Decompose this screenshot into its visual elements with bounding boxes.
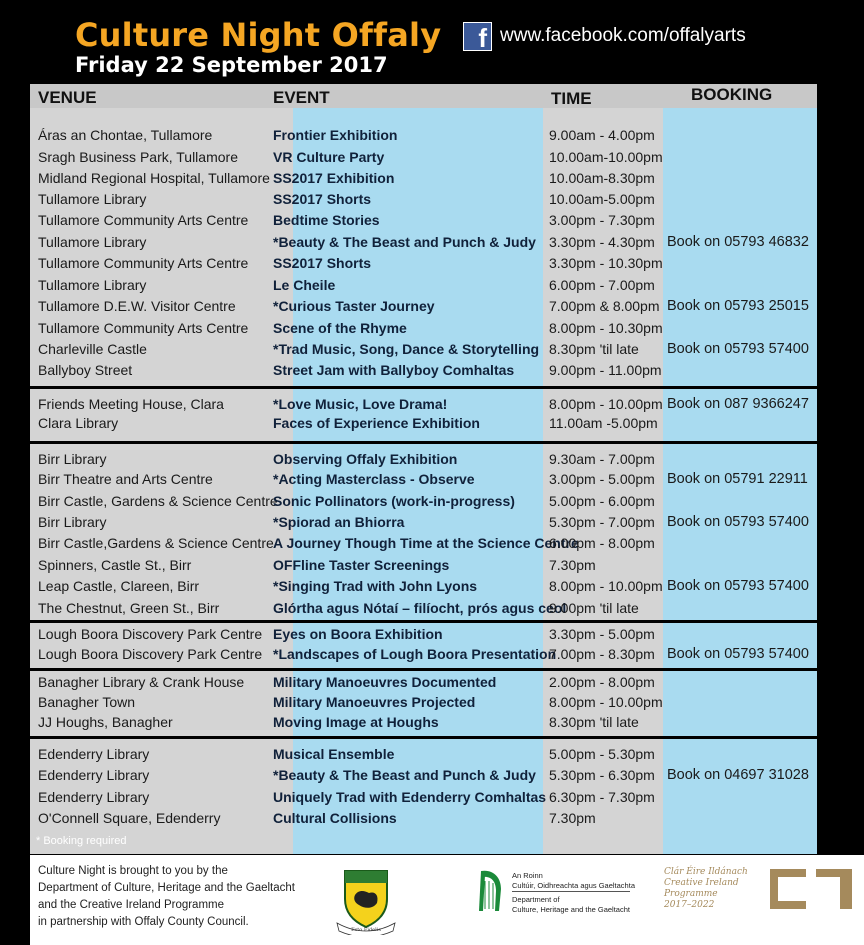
event-cell: Scene of the Rhyme bbox=[273, 320, 407, 336]
time-cell: 7.30pm bbox=[549, 810, 596, 826]
venue-cell: Tullamore Library bbox=[38, 277, 147, 293]
venue-cell: Ballyboy Street bbox=[38, 362, 133, 378]
venue-cell: Banagher Library & Crank House bbox=[38, 674, 245, 690]
time-cell: 6.00pm - 8.00pm bbox=[549, 535, 655, 551]
venue-cell: Spinners, Castle St., Birr bbox=[38, 557, 192, 573]
time-cell: 5.30pm - 6.30pm bbox=[549, 767, 655, 783]
booking-note: * Booking required bbox=[36, 835, 127, 847]
booking-cell: Book on 05793 57400 bbox=[667, 341, 809, 357]
page-title: Culture Night Offaly bbox=[75, 16, 442, 54]
venue-cell: Áras an Chontae, Tullamore bbox=[38, 127, 213, 143]
time-cell: 7.00pm & 8.00pm bbox=[549, 298, 660, 314]
venue-cell: JJ Houghs, Banagher bbox=[38, 714, 173, 730]
time-cell: 10.00am-5.00pm bbox=[549, 191, 655, 207]
event-cell: *Acting Masterclass - Observe bbox=[273, 471, 475, 487]
event-cell: OFFline Taster Screenings bbox=[273, 557, 450, 573]
footer-line: Department of Culture, Heritage and the Gaeltacht bbox=[38, 882, 295, 894]
venue-cell: Tullamore D.E.W. Visitor Centre bbox=[38, 298, 236, 314]
creative-ireland-text bbox=[664, 867, 748, 911]
venue-cell: Birr Castle,Gardens & Science Centre bbox=[38, 535, 274, 551]
section-divider bbox=[30, 441, 817, 444]
venue-cell: The Chestnut, Green St., Birr bbox=[38, 600, 220, 616]
time-cell: 7.00pm - 8.30pm bbox=[549, 646, 655, 662]
event-cell: Glórtha agus Nótaí – filíocht, prós agus ceol bbox=[273, 600, 567, 616]
time-cell: 8.00pm - 10.30pm bbox=[549, 320, 663, 336]
gov-line: Cultúir, Oidhreachta agus Gaeltachta bbox=[512, 881, 635, 890]
event-cell: *Spiorad an Bhiorra bbox=[273, 514, 405, 530]
venue-cell: Lough Boora Discovery Park Centre bbox=[38, 646, 263, 662]
venue-cell: Clara Library bbox=[38, 415, 119, 431]
booking-cell: Book on 05793 57400 bbox=[667, 578, 809, 594]
time-cell: 6.00pm - 7.00pm bbox=[549, 277, 655, 293]
department-name bbox=[512, 871, 635, 915]
venue-cell: Tullamore Community Arts Centre bbox=[38, 212, 249, 228]
time-cell: 8.00pm - 10.00pm bbox=[549, 396, 663, 412]
time-cell: 3.30pm - 10.30pm bbox=[549, 255, 663, 271]
venue-cell: Birr Library bbox=[38, 514, 107, 530]
event-cell: A Journey Though Time at the Science Centre bbox=[273, 535, 579, 551]
ci-line: Clár Éire Ildánach bbox=[664, 867, 748, 877]
gov-line: An Roinn bbox=[512, 871, 543, 880]
gov-line: Department of bbox=[512, 895, 560, 904]
time-cell: 6.30pm - 7.30pm bbox=[549, 789, 655, 805]
booking-cell: Book on 05793 46832 bbox=[667, 234, 809, 250]
venue-cell: Lough Boora Discovery Park Centre bbox=[38, 626, 263, 642]
venue-cell: Friends Meeting House, Clara bbox=[38, 396, 224, 412]
footer bbox=[30, 855, 864, 945]
event-cell: Frontier Exhibition bbox=[273, 127, 398, 143]
time-cell: 8.30pm 'til late bbox=[549, 341, 639, 357]
venue-cell: Birr Castle, Gardens & Science Centre bbox=[38, 493, 278, 509]
event-cell: SS2017 Exhibition bbox=[273, 170, 395, 186]
booking-cell: Book on 05793 25015 bbox=[667, 298, 809, 314]
booking-cell: Book on 05793 57400 bbox=[667, 646, 809, 662]
footer-line: and the Creative Ireland Programme bbox=[38, 899, 225, 911]
event-cell: *Beauty & The Beast and Punch & Judy bbox=[273, 767, 536, 783]
section-divider bbox=[30, 736, 817, 739]
venue-cell: Tullamore Community Arts Centre bbox=[38, 320, 249, 336]
gov-divider bbox=[512, 891, 630, 892]
time-cell: 8.00pm - 10.00pm bbox=[549, 578, 663, 594]
event-cell: *Landscapes of Lough Boora Presentation bbox=[273, 646, 557, 662]
event-date: Friday 22 September 2017 bbox=[75, 53, 388, 77]
ci-line: 2017–2022 bbox=[664, 900, 715, 910]
event-cell: *Curious Taster Journey bbox=[273, 298, 435, 314]
time-cell: 9.00am - 4.00pm bbox=[549, 127, 655, 143]
section-divider bbox=[30, 668, 817, 671]
gov-line: Culture, Heritage and the Gaeltacht bbox=[512, 905, 630, 914]
footer-line: in partnership with Offaly County Council. bbox=[38, 916, 249, 928]
event-cell: Military Manoeuvres Projected bbox=[273, 694, 476, 710]
section-divider bbox=[30, 620, 817, 623]
event-cell: Sonic Pollinators (work-in-progress) bbox=[273, 493, 515, 509]
venue-cell: Leap Castle, Clareen, Birr bbox=[38, 578, 200, 594]
facebook-icon[interactable]: f bbox=[463, 22, 492, 51]
event-cell: Faces of Experience Exhibition bbox=[273, 415, 480, 431]
time-cell: 5.00pm - 6.00pm bbox=[549, 493, 655, 509]
booking-cell: Book on 04697 31028 bbox=[667, 767, 809, 783]
event-cell: SS2017 Shorts bbox=[273, 255, 372, 271]
time-cell: 7.30pm bbox=[549, 557, 596, 573]
event-cell: *Love Music, Love Drama! bbox=[273, 396, 448, 412]
venue-cell: O'Connell Square, Edenderry bbox=[38, 810, 221, 826]
event-cell: Military Manoeuvres Documented bbox=[273, 674, 497, 690]
time-cell: 9.00pm - 11.00pm bbox=[549, 362, 662, 378]
venue-cell: Tullamore Community Arts Centre bbox=[38, 255, 249, 271]
event-cell: Cultural Collisions bbox=[273, 810, 397, 826]
time-cell: 10.00am-8.30pm bbox=[549, 170, 655, 186]
venue-cell: Edenderry Library bbox=[38, 789, 150, 805]
event-cell: Uniquely Trad with Edenderry Comhaltas bbox=[273, 789, 547, 805]
time-cell: 8.30pm 'til late bbox=[549, 714, 639, 730]
venue-cell: Tullamore Library bbox=[38, 234, 147, 250]
event-cell: *Trad Music, Song, Dance & Storytelling bbox=[273, 341, 540, 357]
event-cell: Bedtime Stories bbox=[273, 212, 380, 228]
venue-cell: Sragh Business Park, Tullamore bbox=[38, 149, 238, 165]
time-cell: 3.00pm - 7.30pm bbox=[549, 212, 655, 228]
venue-cell: Edenderry Library bbox=[38, 746, 150, 762]
creative-ireland-logo bbox=[768, 867, 854, 911]
footer-line: Culture Night is brought to you by the bbox=[38, 865, 228, 877]
time-cell: 5.00pm - 5.30pm bbox=[549, 746, 655, 762]
time-cell: 11.00am -5.00pm bbox=[549, 415, 658, 431]
time-cell: 9.30am - 7.00pm bbox=[549, 451, 655, 467]
facebook-url[interactable]: www.facebook.com/offalyarts bbox=[500, 25, 746, 46]
event-cell: Eyes on Boora Exhibition bbox=[273, 626, 443, 642]
booking-column-header: BOOKING bbox=[691, 85, 773, 104]
venue-cell: Midland Regional Hospital, Tullamore bbox=[38, 170, 270, 186]
event-cell: VR Culture Party bbox=[273, 149, 385, 165]
ci-line: Programme bbox=[664, 889, 718, 899]
section-divider bbox=[30, 386, 817, 389]
event-cell: Street Jam with Ballyboy Comhaltas bbox=[273, 362, 515, 378]
time-cell: 5.30pm - 7.00pm bbox=[549, 514, 655, 530]
time-column-header: TIME bbox=[551, 89, 592, 108]
venue-cell: Tullamore Library bbox=[38, 191, 147, 207]
venue-column-header: VENUE bbox=[38, 88, 97, 107]
event-cell: Le Cheile bbox=[273, 277, 336, 293]
booking-cell: Book on 05791 22911 bbox=[667, 471, 808, 487]
event-cell: SS2017 Shorts bbox=[273, 191, 372, 207]
booking-cell: Book on 05793 57400 bbox=[667, 514, 809, 530]
schedule-table bbox=[30, 84, 817, 854]
booking-cell: Book on 087 9366247 bbox=[667, 396, 809, 412]
harp-icon bbox=[475, 867, 505, 915]
time-cell: 8.00pm - 10.00pm bbox=[549, 694, 663, 710]
venue-cell: Banagher Town bbox=[38, 694, 136, 710]
event-cell: Moving Image at Houghs bbox=[273, 714, 439, 730]
time-cell: 9.00pm 'til late bbox=[549, 600, 639, 616]
venue-cell: Edenderry Library bbox=[38, 767, 150, 783]
time-cell: 3.30pm - 5.00pm bbox=[549, 626, 655, 642]
time-cell: 3.00pm - 5.00pm bbox=[549, 471, 655, 487]
time-cell: 2.00pm - 8.00pm bbox=[549, 674, 655, 690]
footer-credits bbox=[38, 863, 295, 931]
venue-cell: Birr Library bbox=[38, 451, 107, 467]
venue-cell: Charleville Castle bbox=[38, 341, 147, 357]
time-cell: 10.00am-10.00pm bbox=[549, 149, 663, 165]
venue-cell: Birr Theatre and Arts Centre bbox=[38, 471, 213, 487]
ci-line: Creative Ireland bbox=[664, 878, 739, 888]
time-cell: 3.30pm - 4.30pm bbox=[549, 234, 655, 250]
event-column-header: EVENT bbox=[273, 88, 330, 107]
crest-motto: Esto Fidelis bbox=[351, 927, 381, 933]
event-cell: *Singing Trad with John Lyons bbox=[273, 578, 478, 594]
event-cell: *Beauty & The Beast and Punch & Judy bbox=[273, 234, 536, 250]
event-cell: Musical Ensemble bbox=[273, 746, 395, 762]
offaly-crest-logo bbox=[335, 865, 397, 935]
event-cell: Observing Offaly Exhibition bbox=[273, 451, 458, 467]
